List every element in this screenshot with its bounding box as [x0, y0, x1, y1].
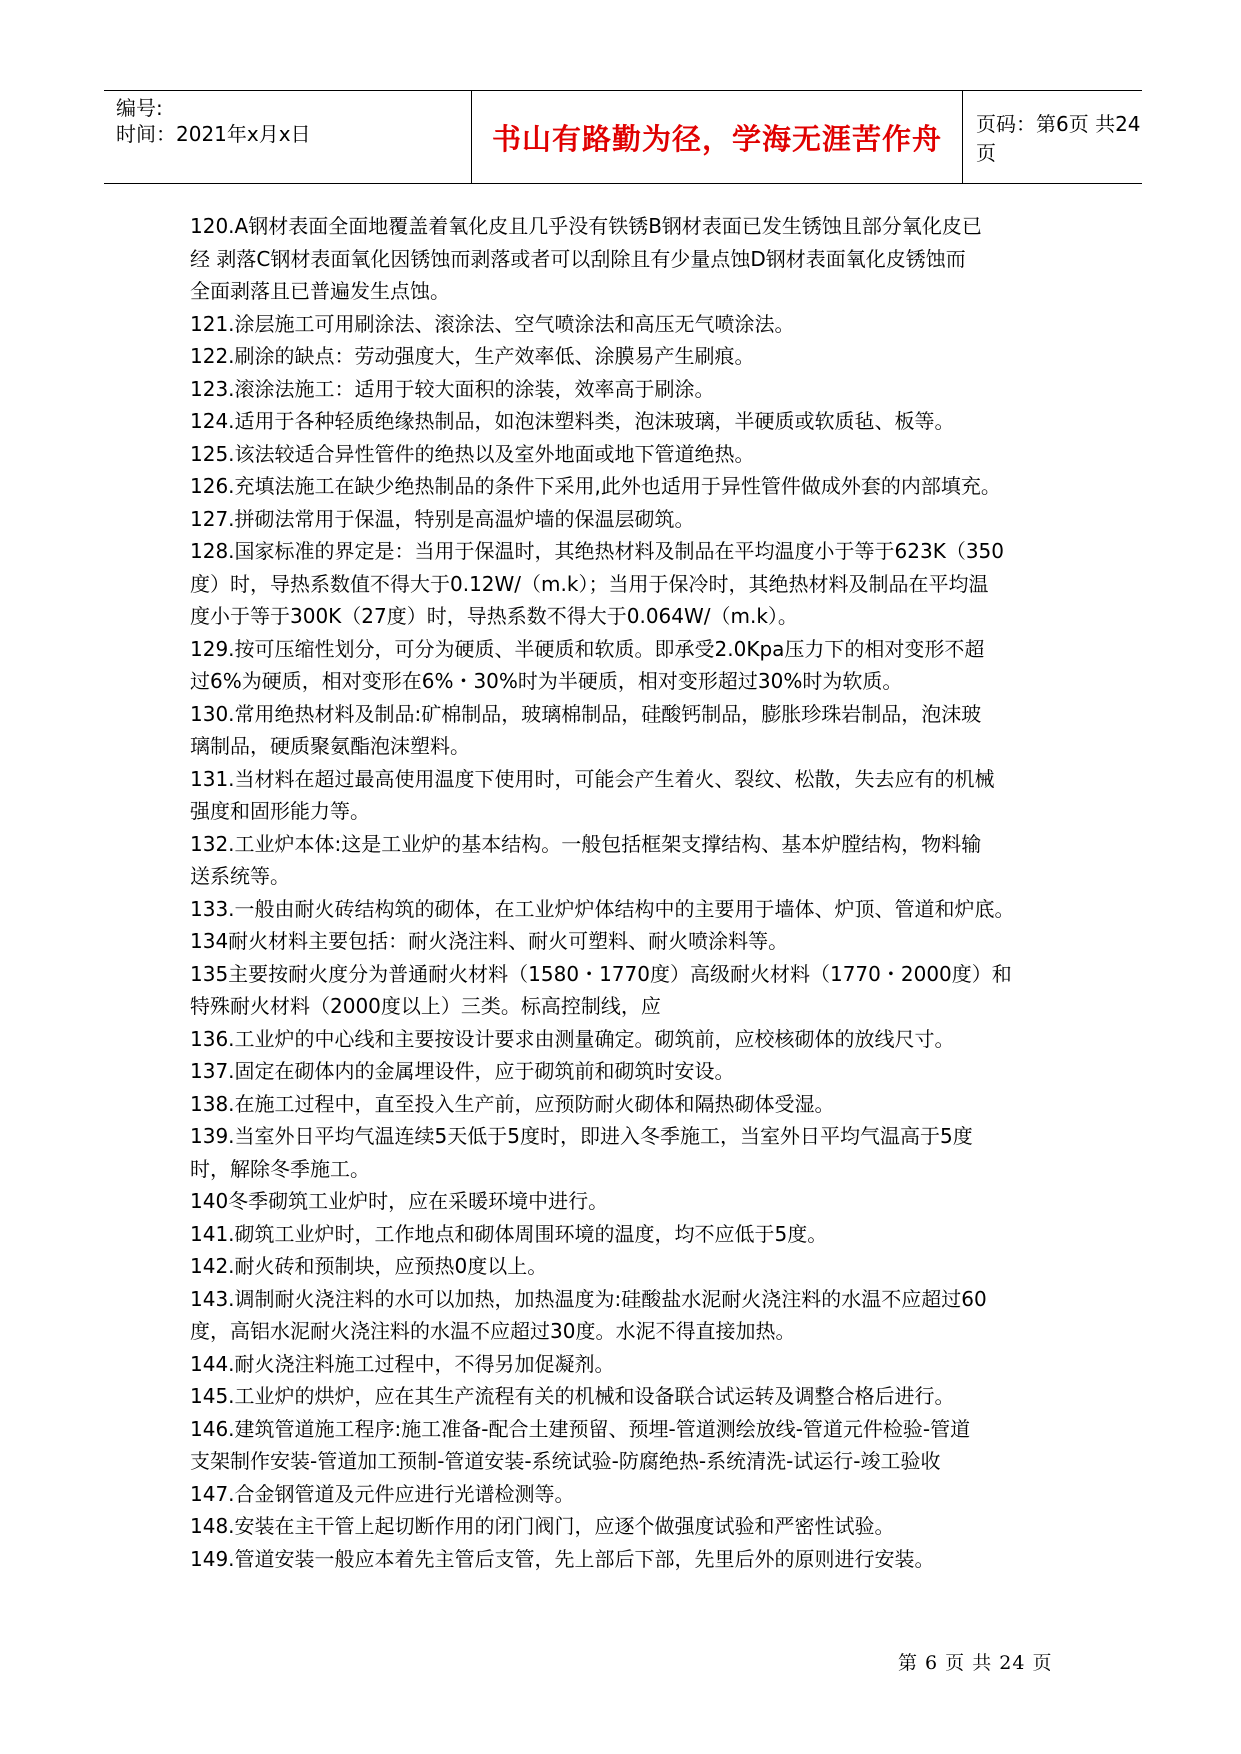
page-footer: 第 6 页 共 24 页 — [898, 1652, 1053, 1674]
text-line: 138.在施工过程中，直至投入生产前，应预防耐火砌体和隔热砌体受湿。 — [190, 1091, 835, 1116]
text-line: 136.工业炉的中心线和主要按设计要求由测量确定。砌筑前，应校核砌体的放线尺寸。 — [190, 1026, 955, 1051]
text-line: 127.拼砌法常用于保温，特别是高温炉墙的保温层砌筑。 — [190, 506, 695, 531]
header-page-info: 页码：第6页 共24页 — [976, 112, 1141, 165]
text-line: 147.合金钢管道及元件应进行光谱检测等。 — [190, 1481, 575, 1506]
text-line: 过6%为硬质，相对变形在6%・30%时为半硬质，相对变形超过30%时为软质。 — [190, 669, 903, 693]
text-line: 133.一般由耐火砖结构筑的砌体，在工业炉炉体结构中的主要用于墙体、炉顶、管道和炉底。 — [190, 896, 1015, 921]
text-line: 132.工业炉本体:这是工业炉的基本结构。一般包括框架支撑结构、基本炉膛结构，物料输 — [190, 831, 982, 856]
text-line: 126.充填法施工在缺少绝热制品的条件下采用,此外也适用于异性管件做成外套的内部填充。 — [190, 474, 1001, 498]
header-meta — [116, 91, 471, 183]
text-line: 特殊耐火材料（2000度以上）三类。标高控制线，应 — [190, 994, 661, 1018]
text-line: 142.耐火砖和预制块，应预热0度以上。 — [190, 1254, 548, 1278]
text-line: 度小于等于300K（27度）时，导热系数不得大于0.064W/（m.k）。 — [190, 604, 798, 628]
text-line: 时，解除冬季施工。 — [190, 1156, 370, 1181]
text-line: 134耐火材料主要包括：耐火浇注料、耐火可塑料、耐火喷涂料等。 — [190, 929, 789, 953]
header-divider-right — [962, 91, 963, 183]
text-line: 121.涂层施工可用刷涂法、滚涂法、空气喷涂法和高压无气喷涂法。 — [190, 311, 795, 336]
text-line: 135主要按耐火度分为普通耐火材料（1580・1770度）高级耐火材料（1770・2000度）和 — [190, 961, 1012, 986]
text-line: 130.常用绝热材料及制品:矿棉制品，玻璃棉制品，硅酸钙制品，膨胀珍珠岩制品，泡沫玻 — [190, 701, 982, 726]
text-line: 145.工业炉的烘炉，应在其生产流程有关的机械和设备联合试运转及调整合格后进行。 — [190, 1384, 955, 1408]
text-line: 送系统等。 — [190, 864, 290, 888]
text-line: 128.国家标准的界定是：当用于保温时，其绝热材料及制品在平均温度小于等于623K（350 — [190, 539, 1004, 563]
text-line: 124.适用于各种轻质绝缘热制品，如泡沫塑料类，泡沫玻璃，半硬质或软质毡、板等。 — [190, 409, 955, 433]
text-line: 149.管道安装一般应本着先主管后支管，先上部后下部，先里后外的原则进行安装。 — [190, 1546, 935, 1571]
text-line: 146.建筑管道施工程序:施工准备-配合土建预留、预埋-管道测绘放线-管道元件检验-管道 — [190, 1416, 971, 1441]
text-line: 140冬季砌筑工业炉时，应在采暖环境中进行。 — [190, 1189, 609, 1213]
text-line: 137.固定在砌体内的金属埋设件，应于砌筑前和砌筑时安设。 — [190, 1059, 735, 1083]
text-line: 120.A钢材表面全面地覆盖着氧化皮且几乎没有铁锈B钢材表面已发生锈蚀且部分氧化皮已 — [190, 214, 982, 238]
document-body — [190, 210, 1070, 1575]
text-line: 148.安装在主干管上起切断作用的闭门阀门，应逐个做强度试验和严密性试验。 — [190, 1514, 895, 1538]
text-line: 度）时，导热系数值不得大于0.12W/（m.k）；当用于保冷时，其绝热材料及制品在平均温 — [190, 571, 989, 596]
text-line: 143.调制耐火浇注料的水可以加热，加热温度为:硅酸盐水泥耐火浇注料的水温不应超过60 — [190, 1286, 987, 1311]
document-number-label: 编号: — [116, 96, 163, 120]
text-line: 璃制品，硬质聚氨酯泡沫塑料。 — [190, 734, 470, 758]
document-time-label: 时间：2021年x月x日 — [116, 122, 311, 146]
document-header — [104, 90, 1142, 184]
text-line: 125.该法较适合异性管件的绝热以及室外地面或地下管道绝热。 — [190, 441, 755, 466]
text-line: 144.耐火浇注料施工过程中，不得另加促凝剂。 — [190, 1351, 615, 1376]
text-line: 全面剥落且已普遍发生点蚀。 — [190, 279, 450, 303]
text-line: 123.滚涂法施工：适用于较大面积的涂装，效率高于刷涂。 — [190, 376, 715, 401]
text-line: 122.刷涂的缺点：劳动强度大，生产效率低、涂膜易产生刷痕。 — [190, 344, 755, 368]
text-line: 139.当室外日平均气温连续5天低于5度时，即进入冬季施工，当室外日平均气温高于5度 — [190, 1124, 973, 1148]
text-line: 强度和固形能力等。 — [190, 799, 370, 823]
text-line: 141.砌筑工业炉时，工作地点和砌体周围环境的温度，均不应低于5度。 — [190, 1221, 828, 1246]
text-line: 经 剥落C钢材表面氧化因锈蚀而剥落或者可以刮除且有少量点蚀D钢材表面氧化皮锈蚀而 — [190, 246, 966, 271]
text-line: 129.按可压缩性划分，可分为硬质、半硬质和软质。即承受2.0Kpa压力下的相对变形不超 — [190, 636, 985, 661]
text-line: 度，高铝水泥耐火浇注料的水温不应超过30度。水泥不得直接加热。 — [190, 1319, 796, 1343]
header-motto: 书山有路勤为径，学海无涯苦作舟 — [491, 121, 942, 156]
text-line: 131.当材料在超过最高使用温度下使用时，可能会产生着火、裂纹、松散，失去应有的机械 — [190, 766, 995, 791]
text-line: 支架制作安装-管道加工预制-管道安装-系统试验-防腐绝热-系统清洗-试运行-竣工验收 — [190, 1449, 941, 1473]
